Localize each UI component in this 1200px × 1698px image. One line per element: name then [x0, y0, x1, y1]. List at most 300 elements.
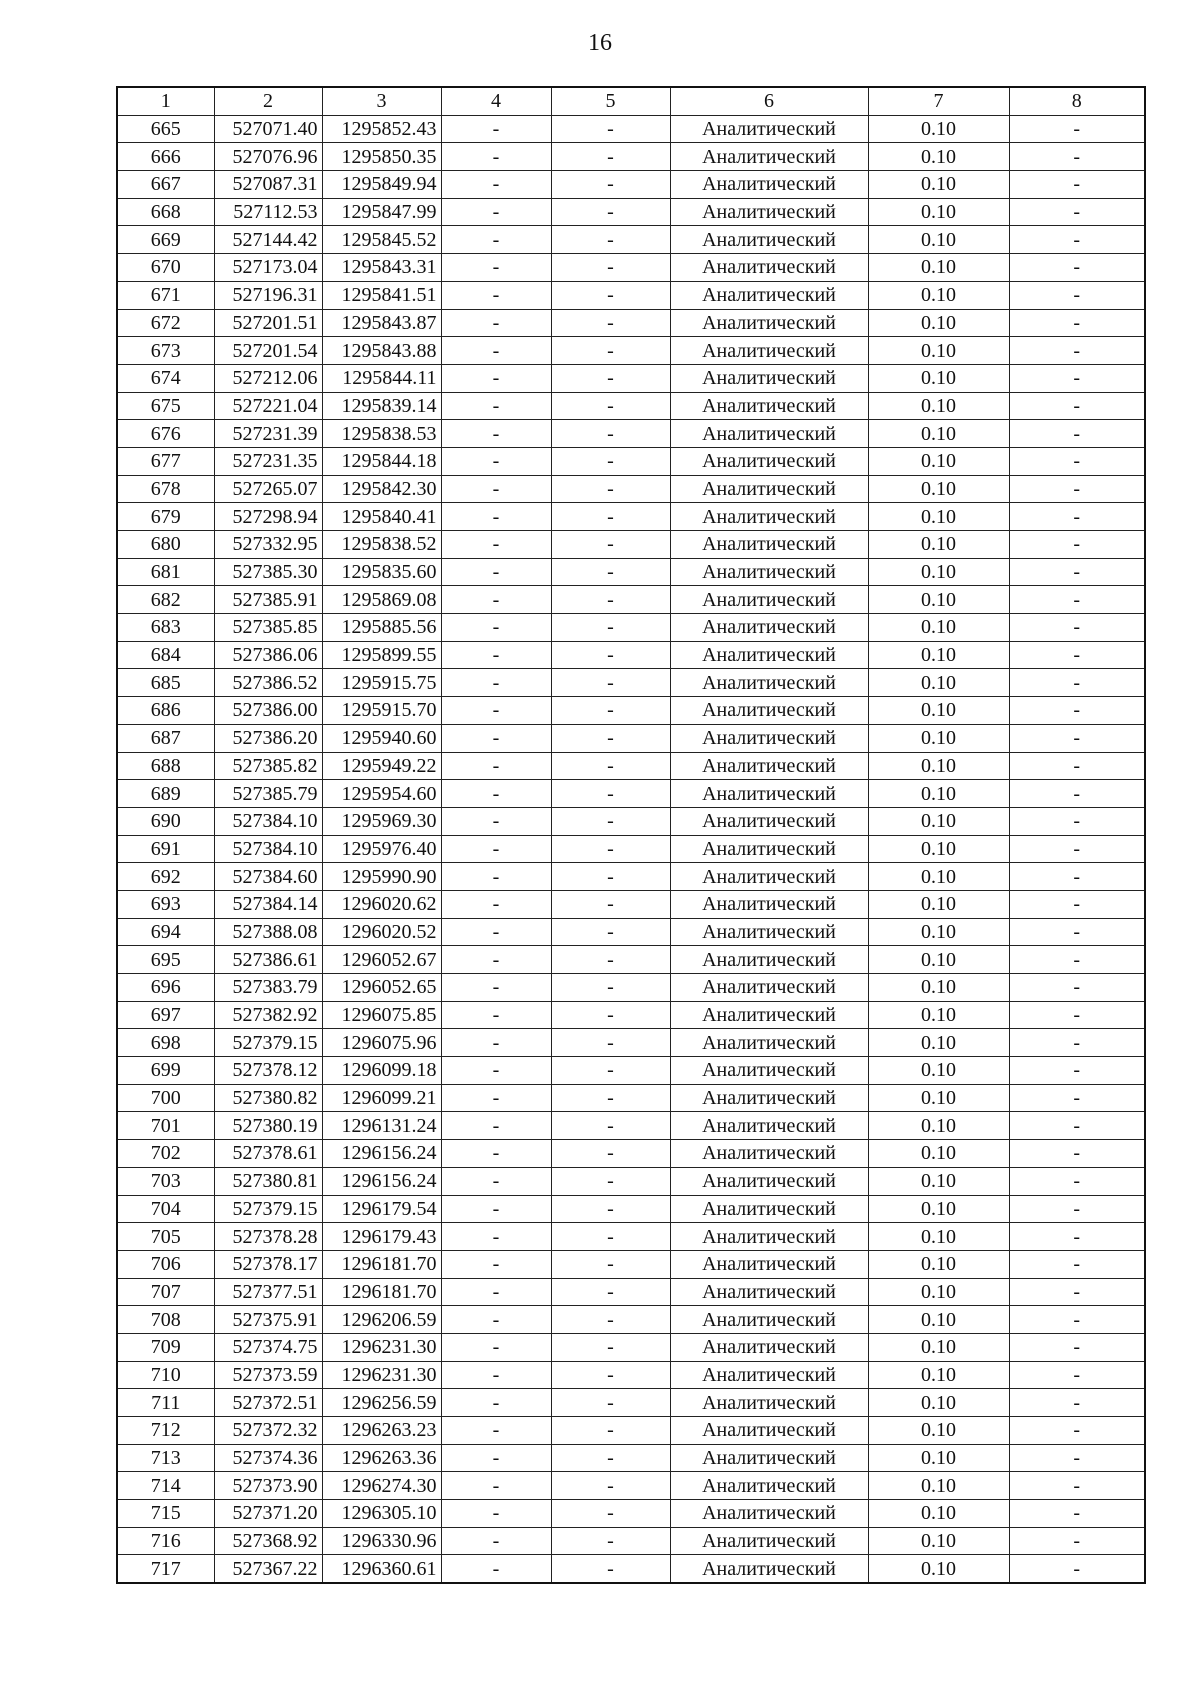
col-5-cell: - — [551, 780, 670, 808]
x-coordinate-cell: 527386.00 — [214, 697, 322, 725]
point-number-cell: 712 — [117, 1417, 214, 1445]
table-row — [117, 641, 1145, 669]
column-header-4: 4 — [441, 87, 551, 115]
y-coordinate-cell: 1295847.99 — [322, 198, 441, 226]
point-number-cell: 667 — [117, 171, 214, 199]
accuracy-cell: 0.10 — [868, 475, 1009, 503]
x-coordinate-cell: 527221.04 — [214, 392, 322, 420]
col-4-cell: - — [441, 558, 551, 586]
method-cell: Аналитический — [670, 1306, 868, 1334]
col-4-cell: - — [441, 447, 551, 475]
table-row — [117, 309, 1145, 337]
col-4-cell: - — [441, 1195, 551, 1223]
table-row — [117, 697, 1145, 725]
point-number-cell: 716 — [117, 1527, 214, 1555]
y-coordinate-cell: 1296156.24 — [322, 1167, 441, 1195]
col-8-cell: - — [1009, 531, 1145, 559]
col-4-cell: - — [441, 226, 551, 254]
x-coordinate-cell: 527385.82 — [214, 752, 322, 780]
point-number-cell: 679 — [117, 503, 214, 531]
x-coordinate-cell: 527377.51 — [214, 1278, 322, 1306]
y-coordinate-cell: 1295838.53 — [322, 420, 441, 448]
point-number-cell: 704 — [117, 1195, 214, 1223]
col-4-cell: - — [441, 1389, 551, 1417]
y-coordinate-cell: 1296052.67 — [322, 946, 441, 974]
col-5-cell: - — [551, 1112, 670, 1140]
col-8-cell: - — [1009, 1112, 1145, 1140]
col-5-cell: - — [551, 863, 670, 891]
x-coordinate-cell: 527373.90 — [214, 1472, 322, 1500]
x-coordinate-cell: 527173.04 — [214, 254, 322, 282]
col-4-cell: - — [441, 1555, 551, 1583]
col-4-cell: - — [441, 143, 551, 171]
x-coordinate-cell: 527378.17 — [214, 1250, 322, 1278]
point-number-cell: 685 — [117, 669, 214, 697]
table-row — [117, 1029, 1145, 1057]
accuracy-cell: 0.10 — [868, 1140, 1009, 1168]
point-number-cell: 711 — [117, 1389, 214, 1417]
y-coordinate-cell: 1296231.30 — [322, 1333, 441, 1361]
x-coordinate-cell: 527386.52 — [214, 669, 322, 697]
method-cell: Аналитический — [670, 1361, 868, 1389]
col-5-cell: - — [551, 475, 670, 503]
col-8-cell: - — [1009, 1555, 1145, 1583]
table-row — [117, 171, 1145, 199]
col-8-cell: - — [1009, 1306, 1145, 1334]
method-cell: Аналитический — [670, 1389, 868, 1417]
accuracy-cell: 0.10 — [868, 531, 1009, 559]
y-coordinate-cell: 1295899.55 — [322, 641, 441, 669]
y-coordinate-cell: 1295843.31 — [322, 254, 441, 282]
col-4-cell: - — [441, 1500, 551, 1528]
col-8-cell: - — [1009, 1389, 1145, 1417]
page-number: 16 — [588, 30, 612, 56]
col-8-cell: - — [1009, 392, 1145, 420]
y-coordinate-cell: 1296020.62 — [322, 890, 441, 918]
y-coordinate-cell: 1295954.60 — [322, 780, 441, 808]
table-row — [117, 946, 1145, 974]
col-4-cell: - — [441, 392, 551, 420]
col-8-cell: - — [1009, 1333, 1145, 1361]
col-8-cell: - — [1009, 143, 1145, 171]
x-coordinate-cell: 527374.36 — [214, 1444, 322, 1472]
method-cell: Аналитический — [670, 1167, 868, 1195]
method-cell: Аналитический — [670, 198, 868, 226]
x-coordinate-cell: 527332.95 — [214, 531, 322, 559]
table-row — [117, 475, 1145, 503]
col-5-cell: - — [551, 1306, 670, 1334]
method-cell: Аналитический — [670, 807, 868, 835]
col-5-cell: - — [551, 226, 670, 254]
accuracy-cell: 0.10 — [868, 697, 1009, 725]
col-4-cell: - — [441, 863, 551, 891]
table-row — [117, 1084, 1145, 1112]
accuracy-cell: 0.10 — [868, 1084, 1009, 1112]
method-cell: Аналитический — [670, 1250, 868, 1278]
col-5-cell: - — [551, 974, 670, 1002]
col-5-cell: - — [551, 503, 670, 531]
col-5-cell: - — [551, 641, 670, 669]
accuracy-cell: 0.10 — [868, 115, 1009, 143]
method-cell: Аналитический — [670, 835, 868, 863]
point-number-cell: 714 — [117, 1472, 214, 1500]
accuracy-cell: 0.10 — [868, 447, 1009, 475]
method-cell: Аналитический — [670, 669, 868, 697]
table-row — [117, 1555, 1145, 1583]
y-coordinate-cell: 1295949.22 — [322, 752, 441, 780]
y-coordinate-cell: 1295915.70 — [322, 697, 441, 725]
table-row — [117, 558, 1145, 586]
accuracy-cell: 0.10 — [868, 1500, 1009, 1528]
point-number-cell: 669 — [117, 226, 214, 254]
accuracy-cell: 0.10 — [868, 1444, 1009, 1472]
method-cell: Аналитический — [670, 447, 868, 475]
point-number-cell: 688 — [117, 752, 214, 780]
table-row — [117, 337, 1145, 365]
col-8-cell: - — [1009, 503, 1145, 531]
col-5-cell: - — [551, 1361, 670, 1389]
col-5-cell: - — [551, 752, 670, 780]
table-row — [117, 420, 1145, 448]
accuracy-cell: 0.10 — [868, 1389, 1009, 1417]
col-8-cell: - — [1009, 1250, 1145, 1278]
x-coordinate-cell: 527383.79 — [214, 974, 322, 1002]
accuracy-cell: 0.10 — [868, 171, 1009, 199]
col-5-cell: - — [551, 918, 670, 946]
accuracy-cell: 0.10 — [868, 1223, 1009, 1251]
y-coordinate-cell: 1296305.10 — [322, 1500, 441, 1528]
col-8-cell: - — [1009, 171, 1145, 199]
table-row — [117, 254, 1145, 282]
table-row — [117, 890, 1145, 918]
col-4-cell: - — [441, 1167, 551, 1195]
x-coordinate-cell: 527385.30 — [214, 558, 322, 586]
table-row — [117, 1472, 1145, 1500]
table-row — [117, 198, 1145, 226]
point-number-cell: 675 — [117, 392, 214, 420]
col-5-cell: - — [551, 1278, 670, 1306]
table-row — [117, 1167, 1145, 1195]
table-row — [117, 1500, 1145, 1528]
accuracy-cell: 0.10 — [868, 669, 1009, 697]
col-5-cell: - — [551, 835, 670, 863]
accuracy-cell: 0.10 — [868, 835, 1009, 863]
coordinates-table — [116, 86, 1146, 1584]
point-number-cell: 702 — [117, 1140, 214, 1168]
method-cell: Аналитический — [670, 1527, 868, 1555]
table-row — [117, 115, 1145, 143]
x-coordinate-cell: 527384.14 — [214, 890, 322, 918]
x-coordinate-cell: 527368.92 — [214, 1527, 322, 1555]
y-coordinate-cell: 1296099.21 — [322, 1084, 441, 1112]
point-number-cell: 703 — [117, 1167, 214, 1195]
col-5-cell: - — [551, 392, 670, 420]
accuracy-cell: 0.10 — [868, 780, 1009, 808]
x-coordinate-cell: 527384.10 — [214, 807, 322, 835]
col-8-cell: - — [1009, 1084, 1145, 1112]
accuracy-cell: 0.10 — [868, 863, 1009, 891]
point-number-cell: 693 — [117, 890, 214, 918]
point-number-cell: 680 — [117, 531, 214, 559]
point-number-cell: 696 — [117, 974, 214, 1002]
table-row — [117, 1278, 1145, 1306]
col-5-cell: - — [551, 1250, 670, 1278]
point-number-cell: 673 — [117, 337, 214, 365]
col-5-cell: - — [551, 614, 670, 642]
point-number-cell: 674 — [117, 364, 214, 392]
method-cell: Аналитический — [670, 1084, 868, 1112]
table-row — [117, 226, 1145, 254]
x-coordinate-cell: 527380.81 — [214, 1167, 322, 1195]
column-header-8: 8 — [1009, 87, 1145, 115]
accuracy-cell: 0.10 — [868, 1250, 1009, 1278]
method-cell: Аналитический — [670, 1001, 868, 1029]
method-cell: Аналитический — [670, 503, 868, 531]
x-coordinate-cell: 527071.40 — [214, 115, 322, 143]
table-row — [117, 974, 1145, 1002]
y-coordinate-cell: 1295842.30 — [322, 475, 441, 503]
col-8-cell: - — [1009, 198, 1145, 226]
point-number-cell: 715 — [117, 1500, 214, 1528]
point-number-cell: 689 — [117, 780, 214, 808]
table-row — [117, 918, 1145, 946]
column-header-7: 7 — [868, 87, 1009, 115]
x-coordinate-cell: 527298.94 — [214, 503, 322, 531]
accuracy-cell: 0.10 — [868, 1278, 1009, 1306]
table-row — [117, 1195, 1145, 1223]
accuracy-cell: 0.10 — [868, 1527, 1009, 1555]
col-8-cell: - — [1009, 780, 1145, 808]
point-number-cell: 672 — [117, 309, 214, 337]
table-row — [117, 1250, 1145, 1278]
y-coordinate-cell: 1295843.88 — [322, 337, 441, 365]
method-cell: Аналитический — [670, 1500, 868, 1528]
table-row — [117, 1140, 1145, 1168]
column-header-3: 3 — [322, 87, 441, 115]
x-coordinate-cell: 527385.79 — [214, 780, 322, 808]
method-cell: Аналитический — [670, 1140, 868, 1168]
header-row — [117, 87, 1145, 115]
accuracy-cell: 0.10 — [868, 1001, 1009, 1029]
point-number-cell: 678 — [117, 475, 214, 503]
col-4-cell: - — [441, 1140, 551, 1168]
x-coordinate-cell: 527378.28 — [214, 1223, 322, 1251]
col-5-cell: - — [551, 1167, 670, 1195]
method-cell: Аналитический — [670, 171, 868, 199]
y-coordinate-cell: 1295845.52 — [322, 226, 441, 254]
col-8-cell: - — [1009, 669, 1145, 697]
col-8-cell: - — [1009, 226, 1145, 254]
table-row — [117, 364, 1145, 392]
col-4-cell: - — [441, 1417, 551, 1445]
point-number-cell: 671 — [117, 281, 214, 309]
point-number-cell: 668 — [117, 198, 214, 226]
col-8-cell: - — [1009, 115, 1145, 143]
y-coordinate-cell: 1295850.35 — [322, 143, 441, 171]
col-4-cell: - — [441, 198, 551, 226]
col-5-cell: - — [551, 309, 670, 337]
method-cell: Аналитический — [670, 1417, 868, 1445]
column-header-6: 6 — [670, 87, 868, 115]
col-4-cell: - — [441, 309, 551, 337]
x-coordinate-cell: 527380.19 — [214, 1112, 322, 1140]
accuracy-cell: 0.10 — [868, 1555, 1009, 1583]
method-cell: Аналитический — [670, 1333, 868, 1361]
col-5-cell: - — [551, 531, 670, 559]
x-coordinate-cell: 527144.42 — [214, 226, 322, 254]
method-cell: Аналитический — [670, 918, 868, 946]
col-8-cell: - — [1009, 1444, 1145, 1472]
col-5-cell: - — [551, 946, 670, 974]
col-4-cell: - — [441, 1223, 551, 1251]
col-8-cell: - — [1009, 1223, 1145, 1251]
accuracy-cell: 0.10 — [868, 281, 1009, 309]
x-coordinate-cell: 527087.31 — [214, 171, 322, 199]
col-5-cell: - — [551, 1417, 670, 1445]
col-4-cell: - — [441, 1472, 551, 1500]
method-cell: Аналитический — [670, 475, 868, 503]
col-5-cell: - — [551, 558, 670, 586]
method-cell: Аналитический — [670, 115, 868, 143]
y-coordinate-cell: 1296179.43 — [322, 1223, 441, 1251]
x-coordinate-cell: 527375.91 — [214, 1306, 322, 1334]
y-coordinate-cell: 1295969.30 — [322, 807, 441, 835]
y-coordinate-cell: 1295849.94 — [322, 171, 441, 199]
x-coordinate-cell: 527379.15 — [214, 1195, 322, 1223]
x-coordinate-cell: 527112.53 — [214, 198, 322, 226]
y-coordinate-cell: 1296156.24 — [322, 1140, 441, 1168]
method-cell: Аналитический — [670, 1555, 868, 1583]
col-4-cell: - — [441, 697, 551, 725]
col-4-cell: - — [441, 420, 551, 448]
y-coordinate-cell: 1296052.65 — [322, 974, 441, 1002]
accuracy-cell: 0.10 — [868, 337, 1009, 365]
y-coordinate-cell: 1295990.90 — [322, 863, 441, 891]
col-5-cell: - — [551, 420, 670, 448]
col-8-cell: - — [1009, 475, 1145, 503]
method-cell: Аналитический — [670, 586, 868, 614]
col-8-cell: - — [1009, 1140, 1145, 1168]
y-coordinate-cell: 1295838.52 — [322, 531, 441, 559]
col-5-cell: - — [551, 171, 670, 199]
col-4-cell: - — [441, 1029, 551, 1057]
point-number-cell: 692 — [117, 863, 214, 891]
col-8-cell: - — [1009, 1500, 1145, 1528]
col-4-cell: - — [441, 171, 551, 199]
table-row — [117, 1389, 1145, 1417]
table-row — [117, 835, 1145, 863]
accuracy-cell: 0.10 — [868, 586, 1009, 614]
y-coordinate-cell: 1296231.30 — [322, 1361, 441, 1389]
method-cell: Аналитический — [670, 392, 868, 420]
x-coordinate-cell: 527378.12 — [214, 1057, 322, 1085]
point-number-cell: 690 — [117, 807, 214, 835]
method-cell: Аналитический — [670, 1195, 868, 1223]
table-row — [117, 586, 1145, 614]
x-coordinate-cell: 527385.85 — [214, 614, 322, 642]
col-4-cell: - — [441, 1057, 551, 1085]
method-cell: Аналитический — [670, 1223, 868, 1251]
y-coordinate-cell: 1295940.60 — [322, 724, 441, 752]
y-coordinate-cell: 1295885.56 — [322, 614, 441, 642]
accuracy-cell: 0.10 — [868, 392, 1009, 420]
accuracy-cell: 0.10 — [868, 1195, 1009, 1223]
col-8-cell: - — [1009, 309, 1145, 337]
table-row — [117, 724, 1145, 752]
column-header-5: 5 — [551, 87, 670, 115]
table-row — [117, 669, 1145, 697]
y-coordinate-cell: 1296263.23 — [322, 1417, 441, 1445]
x-coordinate-cell: 527384.60 — [214, 863, 322, 891]
y-coordinate-cell: 1295843.87 — [322, 309, 441, 337]
point-number-cell: 686 — [117, 697, 214, 725]
table-row — [117, 614, 1145, 642]
method-cell: Аналитический — [670, 641, 868, 669]
x-coordinate-cell: 527265.07 — [214, 475, 322, 503]
col-5-cell: - — [551, 115, 670, 143]
x-coordinate-cell: 527196.31 — [214, 281, 322, 309]
col-4-cell: - — [441, 1306, 551, 1334]
col-8-cell: - — [1009, 254, 1145, 282]
col-8-cell: - — [1009, 1278, 1145, 1306]
col-5-cell: - — [551, 1057, 670, 1085]
x-coordinate-cell: 527388.08 — [214, 918, 322, 946]
point-number-cell: 665 — [117, 115, 214, 143]
col-4-cell: - — [441, 531, 551, 559]
y-coordinate-cell: 1296179.54 — [322, 1195, 441, 1223]
y-coordinate-cell: 1296360.61 — [322, 1555, 441, 1583]
accuracy-cell: 0.10 — [868, 364, 1009, 392]
accuracy-cell: 0.10 — [868, 503, 1009, 531]
point-number-cell: 698 — [117, 1029, 214, 1057]
point-number-cell: 684 — [117, 641, 214, 669]
method-cell: Аналитический — [670, 863, 868, 891]
col-5-cell: - — [551, 364, 670, 392]
col-4-cell: - — [441, 1001, 551, 1029]
method-cell: Аналитический — [670, 143, 868, 171]
col-5-cell: - — [551, 281, 670, 309]
table-row — [117, 1223, 1145, 1251]
y-coordinate-cell: 1295976.40 — [322, 835, 441, 863]
y-coordinate-cell: 1295844.11 — [322, 364, 441, 392]
x-coordinate-cell: 527212.06 — [214, 364, 322, 392]
col-8-cell: - — [1009, 1167, 1145, 1195]
accuracy-cell: 0.10 — [868, 254, 1009, 282]
accuracy-cell: 0.10 — [868, 1417, 1009, 1445]
col-4-cell: - — [441, 1333, 551, 1361]
column-header-2: 2 — [214, 87, 322, 115]
y-coordinate-cell: 1296181.70 — [322, 1250, 441, 1278]
col-5-cell: - — [551, 1084, 670, 1112]
x-coordinate-cell: 527371.20 — [214, 1500, 322, 1528]
method-cell: Аналитический — [670, 780, 868, 808]
col-4-cell: - — [441, 281, 551, 309]
x-coordinate-cell: 527367.22 — [214, 1555, 322, 1583]
col-5-cell: - — [551, 1001, 670, 1029]
col-4-cell: - — [441, 1527, 551, 1555]
y-coordinate-cell: 1296075.96 — [322, 1029, 441, 1057]
col-8-cell: - — [1009, 281, 1145, 309]
col-5-cell: - — [551, 1527, 670, 1555]
col-4-cell: - — [441, 1112, 551, 1140]
col-8-cell: - — [1009, 974, 1145, 1002]
y-coordinate-cell: 1296020.52 — [322, 918, 441, 946]
accuracy-cell: 0.10 — [868, 641, 1009, 669]
method-cell: Аналитический — [670, 531, 868, 559]
point-number-cell: 666 — [117, 143, 214, 171]
y-coordinate-cell: 1295841.51 — [322, 281, 441, 309]
col-8-cell: - — [1009, 1001, 1145, 1029]
